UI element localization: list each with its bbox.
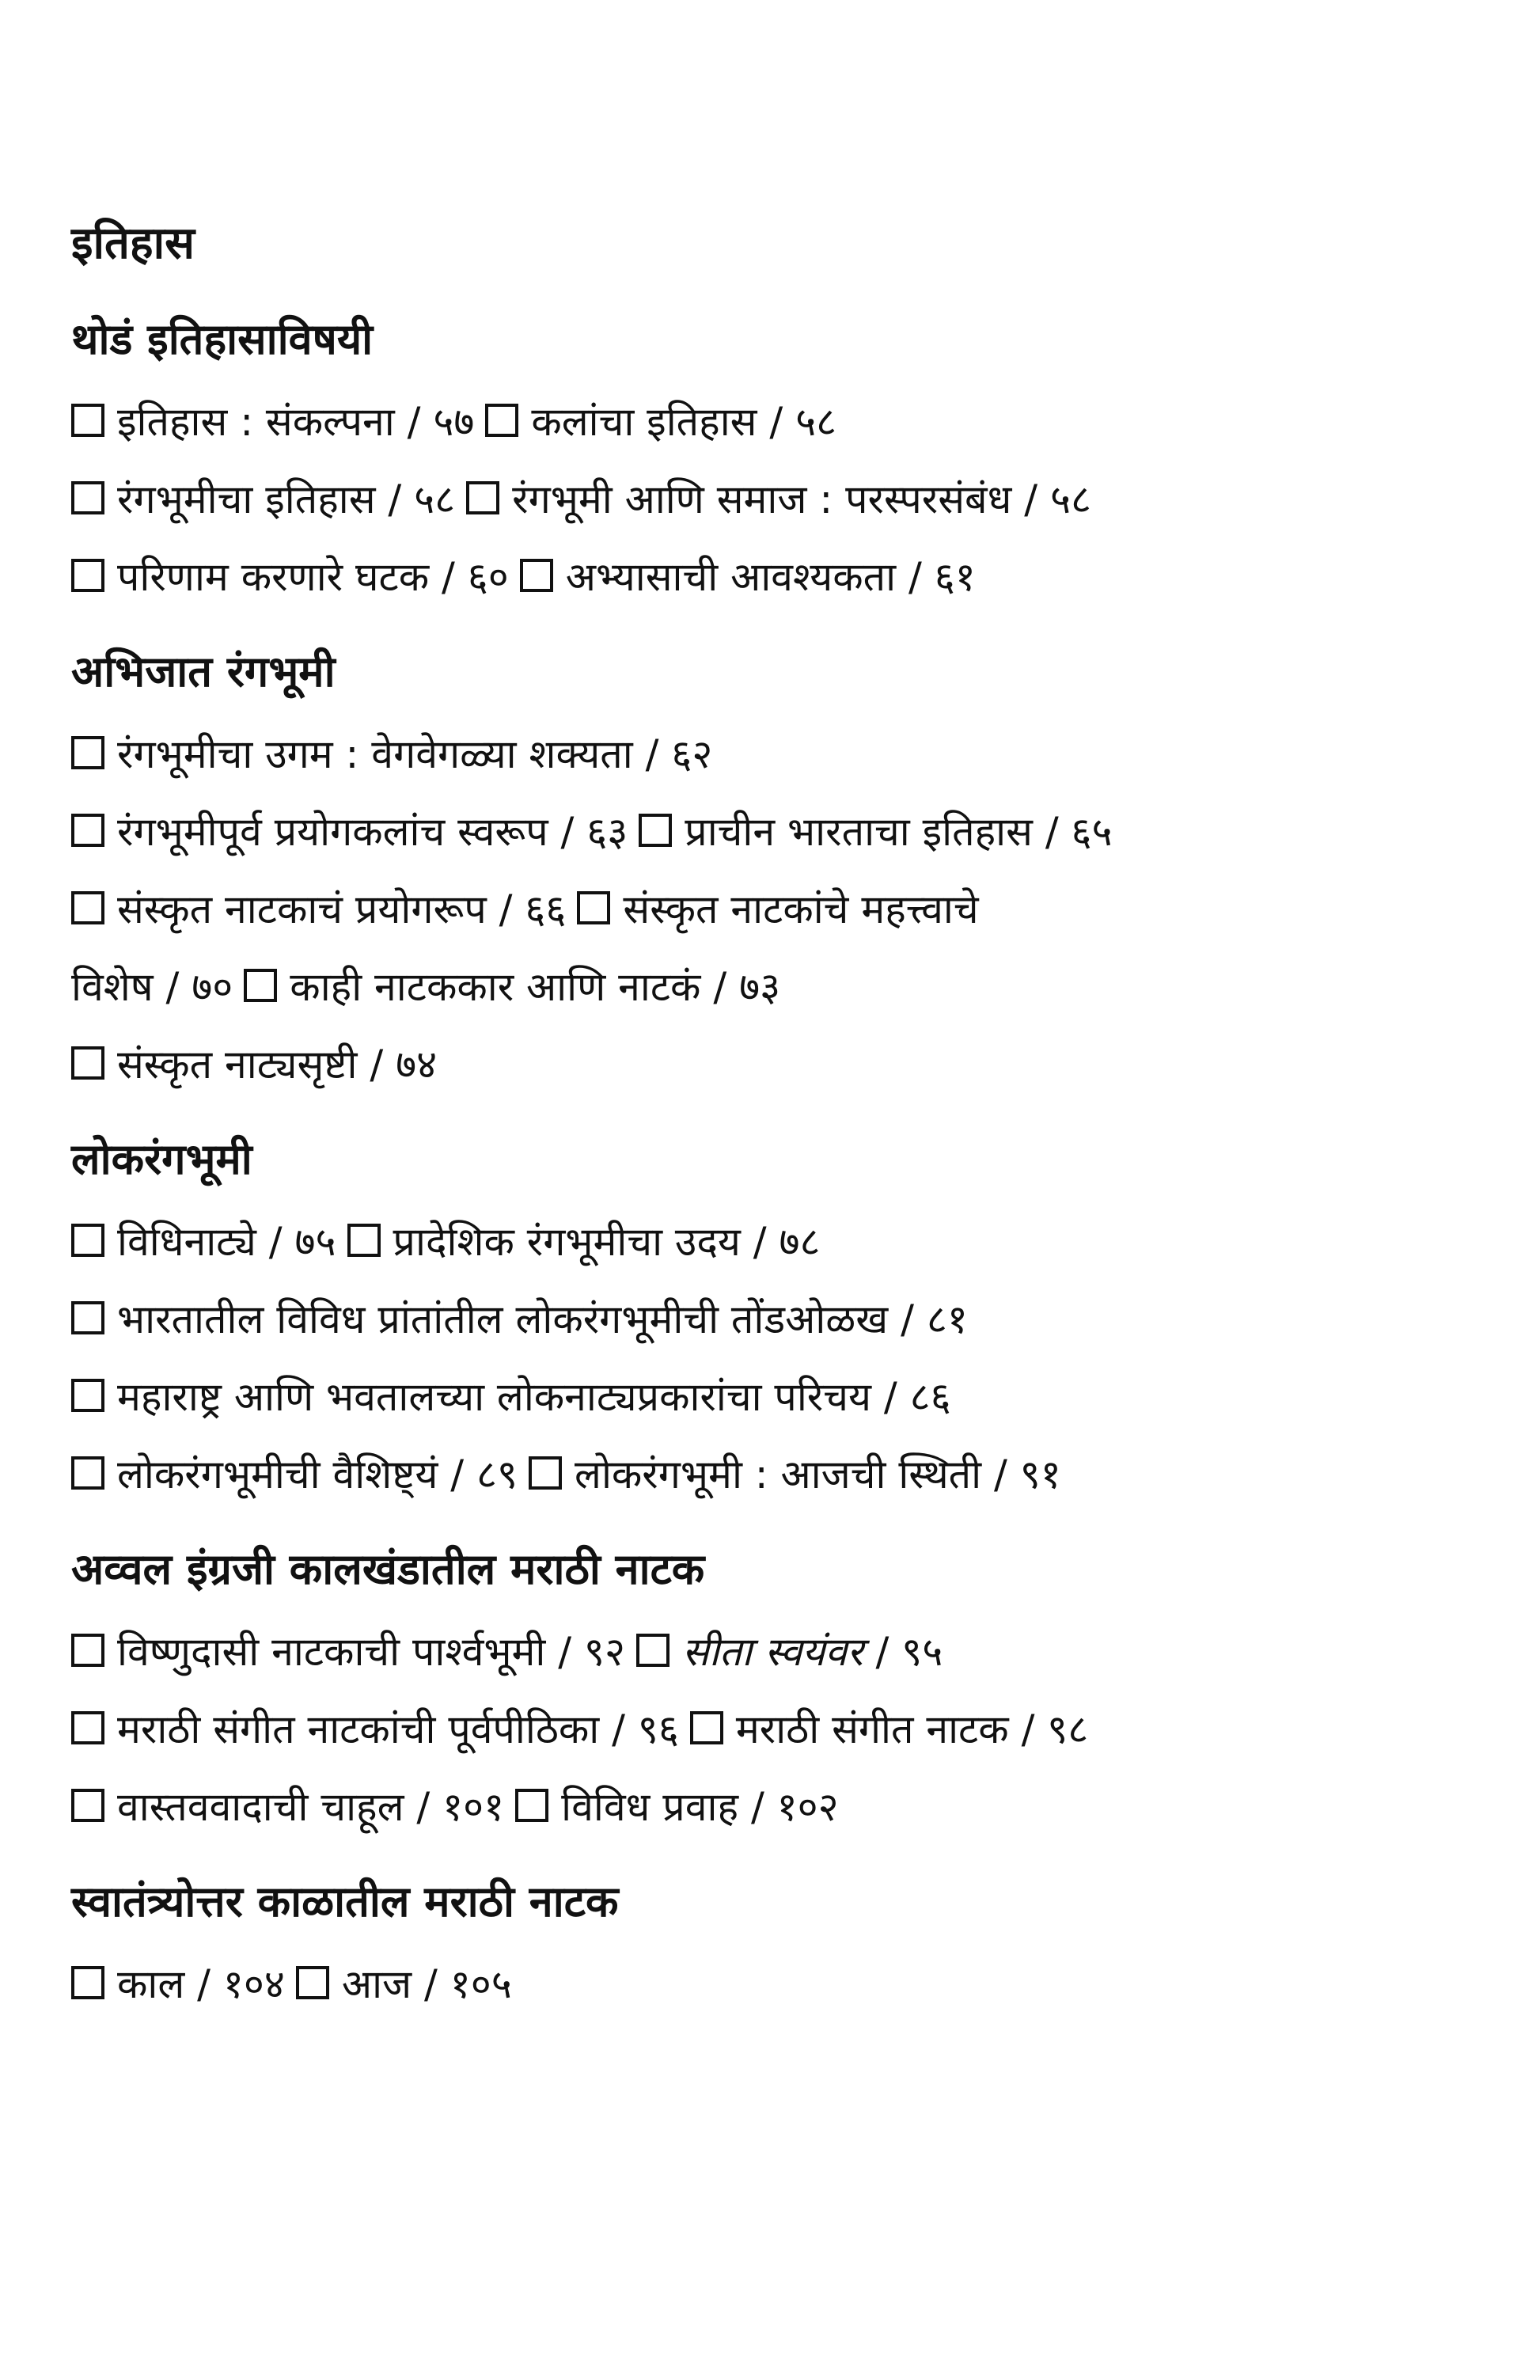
toc-entry-title: संस्कृत नाटकाचं प्रयोगरूप	[117, 886, 487, 932]
checkbox-square-icon	[71, 891, 104, 924]
toc-entry-page: / ९६	[599, 1706, 679, 1752]
section-title: अभिजात रंगभूमी	[71, 647, 336, 697]
toc-entry-title: मराठी संगीत नाटकांची पूर्वपीठिका	[117, 1706, 600, 1752]
sections-container	[71, 310, 1464, 2023]
toc-entry-page: / ७८	[740, 1219, 821, 1265]
toc-line	[71, 871, 1464, 948]
toc-entry-page: / ५८	[757, 399, 837, 445]
toc-entry-page: / ८१	[888, 1296, 968, 1342]
section-title: अव्वल इंग्रजी कालखंडातील मराठी नाटक	[71, 1544, 705, 1594]
toc-entry-page: / ५८	[1011, 476, 1092, 522]
toc-entry-title: संस्कृत नाट्यसृष्टी	[117, 1042, 358, 1088]
toc-entry-page: / ६२	[632, 731, 713, 777]
section-title: थोडं इतिहासाविषयी	[71, 314, 374, 364]
toc-entry-page: / ६६	[486, 886, 567, 932]
toc-entry-title: रंगभूमीचा इतिहास	[117, 476, 376, 522]
toc-entry-title: विधिनाट्ये	[117, 1219, 256, 1265]
checkbox-square-icon	[71, 736, 104, 769]
toc-entry-title: आज	[341, 1961, 412, 2007]
toc-entry-title: विशेष	[71, 964, 154, 1010]
checkbox-square-icon	[71, 481, 104, 514]
checkbox-square-icon	[71, 1456, 104, 1490]
toc-entry-page: / १०२	[738, 1784, 839, 1830]
toc-line	[71, 1768, 1464, 1846]
toc-entry-title: रंगभूमी आणि समाज : परस्परसंबंध	[512, 476, 1012, 522]
toc-entry-page: / १०१	[404, 1784, 505, 1830]
checkbox-square-icon	[690, 1711, 723, 1744]
toc-entry-title: सीता स्वयंवर	[682, 1629, 863, 1675]
checkbox-square-icon	[71, 1711, 104, 1744]
checkbox-square-icon	[71, 404, 104, 437]
toc-line	[71, 1358, 1464, 1436]
toc-entry-page: / ९१	[981, 1452, 1061, 1497]
checkbox-square-icon	[639, 814, 672, 847]
toc-entry-page: / ७०	[153, 964, 233, 1010]
checkbox-square-icon	[71, 559, 104, 592]
checkbox-square-icon	[71, 814, 104, 847]
checkbox-square-icon	[485, 404, 518, 437]
toc-entry-title: काल	[117, 1961, 185, 2007]
toc-entry-page: / ८९	[438, 1452, 518, 1497]
toc-entry-page: / ६१	[896, 554, 976, 600]
toc-line	[71, 1945, 1464, 2023]
toc-entry-title: अभ्यासाची आवश्यकता	[565, 554, 897, 600]
toc-line	[71, 538, 1464, 616]
toc-line	[71, 1613, 1464, 1691]
toc-entry-title: वास्तववादाची चाहूल	[117, 1784, 404, 1830]
toc-entry-title: परिणाम करणारे घटक	[117, 554, 430, 600]
toc-entry-title: संस्कृत नाटकांचे महत्त्वाचे	[623, 886, 979, 932]
checkbox-square-icon	[71, 1789, 104, 1822]
checkbox-square-icon	[577, 891, 610, 924]
toc-line	[71, 1281, 1464, 1358]
section-title: स्वातंत्र्योत्तर काळातील मराठी नाटक	[71, 1877, 619, 1926]
checkbox-square-icon	[636, 1634, 669, 1667]
toc-entry-page: / ६३	[548, 809, 628, 855]
toc-entry-page: / ९५	[863, 1629, 943, 1675]
toc-entry-title: विष्णुदासी नाटकाची पार्श्वभूमी	[117, 1629, 546, 1675]
checkbox-square-icon	[529, 1456, 562, 1490]
toc-entry-title: रंगभूमीचा उगम : वेगवेगळ्या शक्यता	[117, 731, 633, 777]
toc-entry-page: / ९२	[545, 1629, 626, 1675]
toc-entry-page: / ८६	[871, 1374, 951, 1420]
toc-line	[71, 1026, 1464, 1103]
toc-entry-title: लोकरंगभूमी : आजची स्थिती	[575, 1452, 982, 1497]
checkbox-square-icon	[71, 1224, 104, 1257]
checkbox-square-icon	[71, 1046, 104, 1080]
toc-entry-title: काही नाटककार आणि नाटकं	[290, 964, 701, 1010]
toc-entry-title: मराठी संगीत नाटक	[735, 1706, 1009, 1752]
toc-line	[71, 716, 1464, 793]
checkbox-square-icon	[71, 1634, 104, 1667]
toc-line	[71, 793, 1464, 871]
checkbox-square-icon	[515, 1789, 548, 1822]
toc-entry-title: इतिहास : संकल्पना	[117, 399, 395, 445]
toc-line	[71, 461, 1464, 538]
toc-entry-page: / ५७	[394, 399, 475, 445]
toc-entry-page: / ६०	[429, 554, 509, 600]
toc-entry-title: कलांचा इतिहास	[531, 399, 757, 445]
toc-entry-title: प्राचीन भारताचा इतिहास	[685, 809, 1033, 855]
checkbox-square-icon	[466, 481, 499, 514]
toc-entry-title: प्रादेशिक रंगभूमीचा उदय	[393, 1219, 741, 1265]
toc-entry-page: / ९८	[1008, 1706, 1089, 1752]
checkbox-square-icon	[71, 1966, 104, 1999]
toc-line	[71, 1691, 1464, 1768]
table-of-contents	[71, 214, 1464, 2023]
toc-entry-title: रंगभूमीपूर्व प्रयोगकलांच स्वरूप	[117, 809, 548, 855]
toc-entry-page: / ६५	[1032, 809, 1113, 855]
toc-entry-page: / ७४	[357, 1042, 438, 1088]
checkbox-square-icon	[520, 559, 553, 592]
toc-entry-title: लोकरंगभूमीची वैशिष्ट्यं	[117, 1452, 438, 1497]
section-title: लोकरंगभूमी	[71, 1134, 252, 1184]
toc-line	[71, 1436, 1464, 1513]
checkbox-square-icon	[244, 969, 277, 1002]
toc-entry-page: / ७३	[700, 964, 781, 1010]
checkbox-square-icon	[71, 1379, 104, 1412]
toc-line	[71, 1203, 1464, 1281]
toc-line	[71, 383, 1464, 461]
toc-entry-page: / ७५	[256, 1219, 336, 1265]
checkbox-square-icon	[71, 1301, 104, 1334]
toc-line	[71, 948, 1464, 1026]
chapter-title: इतिहास	[71, 218, 195, 269]
checkbox-square-icon	[296, 1966, 329, 1999]
toc-entry-title: भारतातील विविध प्रांतांतील लोकरंगभूमीची तोंडओळख	[117, 1296, 889, 1342]
checkbox-square-icon	[347, 1224, 381, 1257]
toc-entry-page: / ५८	[375, 476, 456, 522]
toc-entry-page: / १०५	[412, 1961, 512, 2007]
toc-entry-page: / १०४	[184, 1961, 285, 2007]
toc-entry-title: महाराष्ट्र आणि भवतालच्या लोकनाट्यप्रकारांचा परिचय	[117, 1374, 871, 1420]
toc-entry-title: विविध प्रवाह	[561, 1784, 739, 1830]
